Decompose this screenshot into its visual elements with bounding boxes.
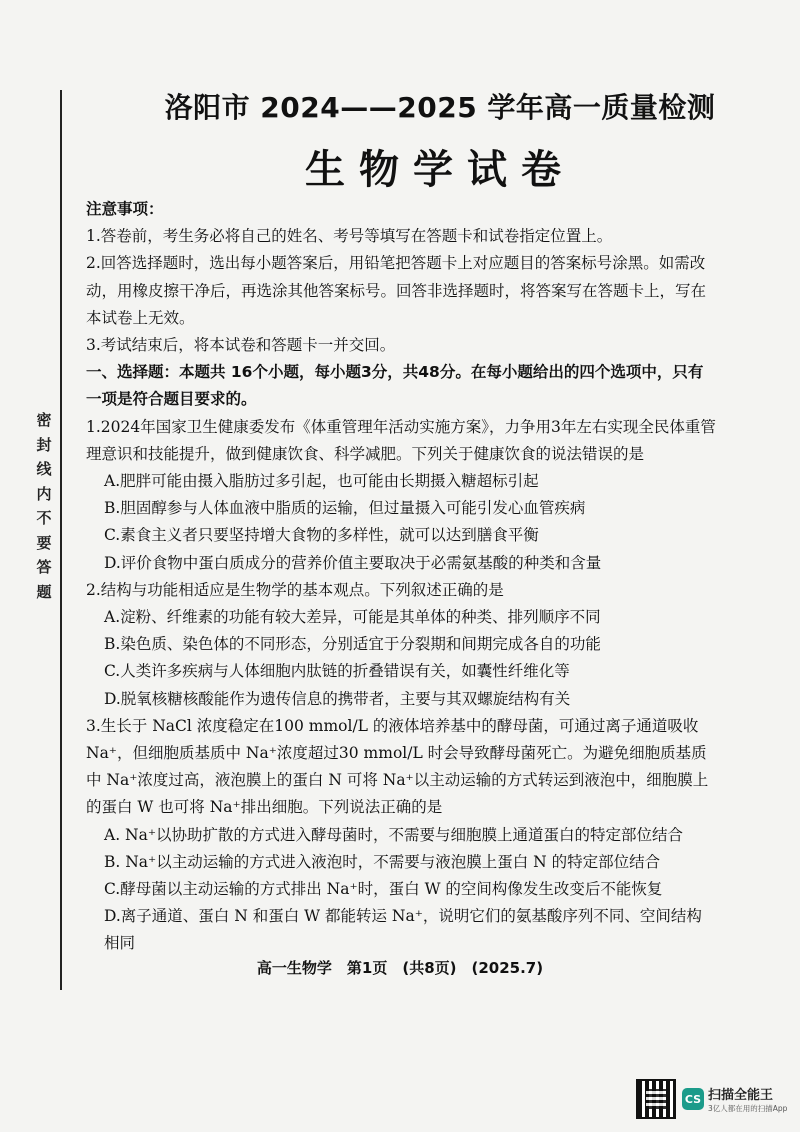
notice-item: 2.回答选择题时，选出每小题答案后，用铅笔把答题卡上对应题目的答案标号涂黑。如需改动，用橡皮擦干净后，再选涂其他答案标号。回答非选择题时，将答案写在答题卡上，写在本试卷上无效。 (86, 254, 707, 327)
question-option: D.评价食物中蛋白质成分的营养价值主要取决于必需氨基酸的种类和含量 (104, 553, 602, 572)
question-option: B.染色质、染色体的不同形态，分别适宜于分裂期和间期完成各自的功能 (104, 635, 601, 654)
question-stem: 1.2024年国家卫生健康委发布《体重管理年活动实施方案》，力争用3年左右实现全民体重管理意识和技能提升，做到健康饮食、科学减肥。下列关于健康饮食的说法错误的是 (86, 417, 716, 463)
subject-title: 生物学试卷 (305, 147, 575, 193)
exam-content (86, 196, 716, 958)
question-option: C.酵母菌以主动运输的方式排出 Na⁺时，蛋白 W 的空间构像发生改变后不能恢复 (104, 880, 663, 899)
camscanner-logo-icon: CS (682, 1088, 704, 1110)
question-option: B.胆固醇参与人体血液中脂质的运输，但过量摄入可能引发心血管疾病 (104, 499, 586, 518)
notice-heading: 注意事项： (86, 200, 164, 218)
question-option: A.肥胖可能由摄入脂肪过多引起，也可能由长期摄入糖超标引起 (104, 472, 539, 491)
question-option: D.脱氧核糖核酸能作为遗传信息的携带者，主要与其双螺旋结构有关 (104, 689, 571, 708)
seal-line (60, 90, 62, 990)
question-stem: 3.生长于 NaCl 浓度稳定在100 mmol/L 的液体培养基中的酵母菌，可通过离子通道吸收 Na⁺，但细胞质基质中 Na⁺浓度超过30 mmol/L 时会导致酵母菌死亡。为避免细胞质基质中 Na⁺浓度过高，液泡膜上的蛋白 N 可将 Na⁺以主动运输的方式转运到液泡中，细胞膜上的蛋白 W 也可将 Na⁺排出细胞。下列说法正确的是 (86, 716, 709, 817)
notice-item: 1.答卷前，考生务必将自己的姓名、考号等填写在答题卡和试卷指定位置上。 (86, 227, 613, 246)
exam-title: 洛阳市 2024——2025 学年高一质量检测 (164, 91, 716, 124)
scanner-watermark (636, 1078, 796, 1120)
watermark-name: 扫描全能王 (708, 1088, 774, 1103)
question-option: C.素食主义者只要坚持增大食物的多样性，就可以达到膳食平衡 (104, 526, 539, 545)
question-stem: 2.结构与功能相适应是生物学的基本观点。下列叙述正确的是 (86, 580, 504, 599)
watermark-slogan: 3亿人都在用的扫描App (708, 1104, 788, 1113)
watermark-text (708, 1084, 787, 1114)
question-option: A. Na⁺以协助扩散的方式进入酵母菌时，不需要与细胞膜上通道蛋白的特定部位结合 (104, 825, 684, 844)
seal-notice: 密封线内不要答题 (36, 411, 52, 601)
notice-item: 3.考试结束后，将本试卷和答题卡一并交回。 (86, 336, 396, 355)
section-heading: 一、选择题：本题共 16个小题，每小题3分，共48分。在每小题给出的四个选项中，只有一项是符合题目要求的。 (86, 363, 704, 409)
qr-code-icon (636, 1079, 676, 1119)
question-option: D.离子通道、蛋白 N 和蛋白 W 都能转运 Na⁺，说明它们的氨基酸序列不同、空间结构相同 (104, 907, 702, 953)
page-footer: 高一生物学 第1页 (共8页) (2025.7) (256, 959, 544, 977)
question-option: B. Na⁺以主动运输的方式进入液泡时，不需要与液泡膜上蛋白 N 的特定部位结合 (104, 852, 661, 871)
question-option: C.人类许多疾病与人体细胞内肽链的折叠错误有关，如囊性纤维化等 (104, 662, 570, 681)
question-option: A.淀粉、纤维素的功能有较大差异，可能是其单体的种类、排列顺序不同 (104, 608, 601, 627)
